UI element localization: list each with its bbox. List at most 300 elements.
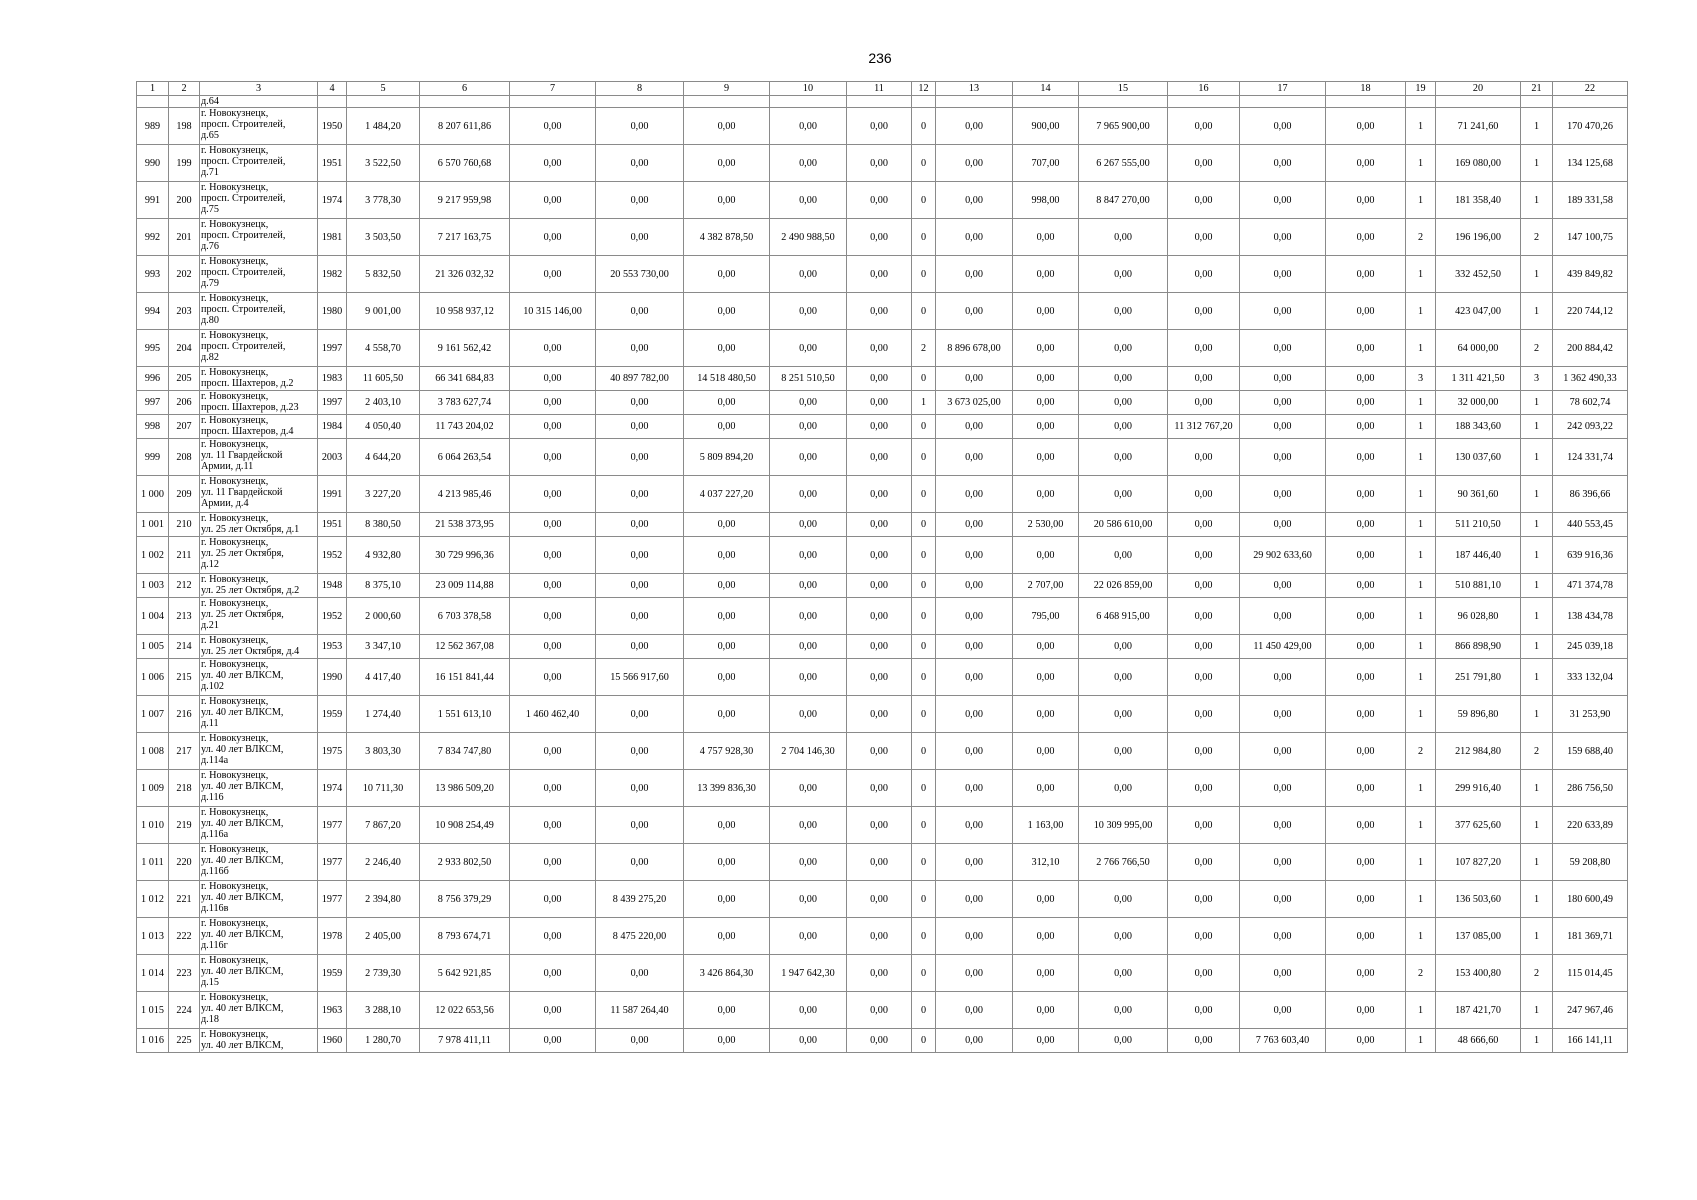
table-row — [137, 635, 1628, 659]
cell-col-11: 0,00 — [847, 770, 912, 807]
cell-col-1: 1 007 — [137, 696, 169, 733]
cell-col-12: 0 — [912, 598, 936, 635]
cell-col-10: 0,00 — [770, 881, 847, 918]
cell-col-8: 0,00 — [596, 635, 684, 659]
address-line: ул. 11 Гвардейской — [201, 450, 283, 462]
cell-col-8: 0,00 — [596, 293, 684, 330]
cell-col-5: 5 832,50 — [347, 256, 420, 293]
cell-col-11: 0,00 — [847, 537, 912, 574]
table-row — [137, 659, 1628, 696]
cell-col-6: 23 009 114,88 — [420, 574, 510, 598]
address-line: д.114а — [201, 755, 229, 767]
cell-col-7: 0,00 — [510, 182, 596, 219]
address-cell — [200, 439, 318, 476]
cell-col-5: 11 605,50 — [347, 367, 420, 391]
cell-col-1: 1 006 — [137, 659, 169, 696]
cell-col-12: 0 — [912, 807, 936, 844]
cell-col-15: 0,00 — [1079, 391, 1168, 415]
cell-col-8: 40 897 782,00 — [596, 367, 684, 391]
cell-col-16: 0,00 — [1168, 439, 1240, 476]
cell-col-17: 0,00 — [1240, 256, 1326, 293]
cell-col-14: 2 707,00 — [1013, 574, 1079, 598]
cell-col-8: 0,00 — [596, 330, 684, 367]
column-number-row — [137, 82, 1628, 96]
address-line: д.116 — [201, 792, 224, 804]
cell-col-6: 7 834 747,80 — [420, 733, 510, 770]
address-line: просп. Строителей, — [201, 119, 286, 131]
table-row — [137, 330, 1628, 367]
column-number-12: 12 — [912, 82, 936, 96]
cell-col-22: 166 141,11 — [1553, 1029, 1628, 1053]
address-cell — [200, 574, 318, 598]
cell-col-16: 0,00 — [1168, 293, 1240, 330]
cell-col-5: 3 288,10 — [347, 992, 420, 1029]
cell-col-13: 0,00 — [936, 108, 1013, 145]
cell-col-15: 0,00 — [1079, 733, 1168, 770]
cell-col-21: 2 — [1521, 955, 1553, 992]
cell-col-4: 1948 — [318, 574, 347, 598]
cell-col-9: 0,00 — [684, 881, 770, 918]
cell-col-18: 0,00 — [1326, 918, 1406, 955]
cell-col-12: 0 — [912, 415, 936, 439]
cell-col-2: 212 — [169, 574, 200, 598]
cell-col-10: 0,00 — [770, 145, 847, 182]
cell-col-15: 0,00 — [1079, 696, 1168, 733]
cell-col-7: 0,00 — [510, 513, 596, 537]
cell-col-4: 1981 — [318, 219, 347, 256]
cell-col-19: 1 — [1406, 992, 1436, 1029]
cell-col-6: 9 217 959,98 — [420, 182, 510, 219]
cell-col-16: 0,00 — [1168, 330, 1240, 367]
cell-col-9: 0,00 — [684, 635, 770, 659]
column-number-8: 8 — [596, 82, 684, 96]
cell-col-10: 0,00 — [770, 770, 847, 807]
cell-col-17: 0,00 — [1240, 182, 1326, 219]
cell-col-2: 222 — [169, 918, 200, 955]
cell-col-18: 0,00 — [1326, 182, 1406, 219]
table-row — [137, 918, 1628, 955]
cell-col-8: 0,00 — [596, 1029, 684, 1053]
cell-col-18: 0,00 — [1326, 881, 1406, 918]
cell-col-22: 242 093,22 — [1553, 415, 1628, 439]
cell-col-22: 181 369,71 — [1553, 918, 1628, 955]
cell-col-6: 2 933 802,50 — [420, 844, 510, 881]
cell-col-20: 510 881,10 — [1436, 574, 1521, 598]
address-line: г. Новокузнецк, — [201, 992, 269, 1004]
column-number-3: 3 — [200, 82, 318, 96]
cell-col-18: 0,00 — [1326, 367, 1406, 391]
cell-col-22: 439 849,82 — [1553, 256, 1628, 293]
cell-col-6: 3 783 627,74 — [420, 391, 510, 415]
cell-col-7: 0,00 — [510, 219, 596, 256]
cell-col-7: 0,00 — [510, 992, 596, 1029]
cell-col-11: 0,00 — [847, 696, 912, 733]
cell-col-21: 1 — [1521, 598, 1553, 635]
cell-col-9: 0,00 — [684, 513, 770, 537]
cell-col-13: 0,00 — [936, 635, 1013, 659]
cell-col-15: 0,00 — [1079, 537, 1168, 574]
cell-col-7: 10 315 146,00 — [510, 293, 596, 330]
cell-col-14: 0,00 — [1013, 1029, 1079, 1053]
cell-col-10: 0,00 — [770, 992, 847, 1029]
cell-col-16: 0,00 — [1168, 537, 1240, 574]
table-row — [137, 439, 1628, 476]
cell-col-2: 208 — [169, 439, 200, 476]
address-line: д.11 — [201, 718, 219, 730]
column-number-18: 18 — [1326, 82, 1406, 96]
column-number-5: 5 — [347, 82, 420, 96]
cell-col-9: 0,00 — [684, 844, 770, 881]
address-line: д.15 — [201, 977, 219, 989]
cell-col-22: 1 362 490,33 — [1553, 367, 1628, 391]
cell-col-14: 0,00 — [1013, 415, 1079, 439]
cell-col-13: 0,00 — [936, 807, 1013, 844]
cell-col-20: 332 452,50 — [1436, 256, 1521, 293]
cell-col-10: 0,00 — [770, 696, 847, 733]
cell-col-12: 0 — [912, 881, 936, 918]
cell-col-21: 1 — [1521, 145, 1553, 182]
cell-col-6: 8 756 379,29 — [420, 881, 510, 918]
cell-col-14: 0,00 — [1013, 256, 1079, 293]
cell-col-19: 1 — [1406, 635, 1436, 659]
cell-col-1: 1 005 — [137, 635, 169, 659]
cell-col-19: 2 — [1406, 219, 1436, 256]
cell-col-2: 220 — [169, 844, 200, 881]
cell-col-16: 0,00 — [1168, 145, 1240, 182]
cell-col-18: 0,00 — [1326, 108, 1406, 145]
cell-col-22: 333 132,04 — [1553, 659, 1628, 696]
cell-col-5: 1 274,40 — [347, 696, 420, 733]
cell-col-4: 1950 — [318, 108, 347, 145]
cell-col-4: 1978 — [318, 918, 347, 955]
table-row — [137, 770, 1628, 807]
cell-col-6: 10 958 937,12 — [420, 293, 510, 330]
cell-col-8: 20 553 730,00 — [596, 256, 684, 293]
cell-col-1: 1 009 — [137, 770, 169, 807]
cell-col-11: 0,00 — [847, 219, 912, 256]
cell-col-19: 1 — [1406, 881, 1436, 918]
cell-col-16: 0,00 — [1168, 770, 1240, 807]
column-number-10: 10 — [770, 82, 847, 96]
cell-col-14: 0,00 — [1013, 733, 1079, 770]
cell-col-16: 11 312 767,20 — [1168, 415, 1240, 439]
address-line: г. Новокузнецк, — [201, 955, 269, 967]
cell-col-8: 0,00 — [596, 219, 684, 256]
cell-col-2: 211 — [169, 537, 200, 574]
address-cell — [200, 733, 318, 770]
cell-col-18: 0,00 — [1326, 574, 1406, 598]
cell-col-4: 1963 — [318, 992, 347, 1029]
address-cell — [200, 108, 318, 145]
cell-col-18: 0,00 — [1326, 770, 1406, 807]
address-cell — [200, 918, 318, 955]
column-number-9: 9 — [684, 82, 770, 96]
address-cell — [200, 415, 318, 439]
cell-col-13: 0,00 — [936, 219, 1013, 256]
cell-col-18: 0,00 — [1326, 145, 1406, 182]
address-line: просп. Шахтеров, д.4 — [201, 426, 294, 438]
cell-col-14: 0,00 — [1013, 696, 1079, 733]
address-line: ул. 25 лет Октября, д.1 — [201, 524, 300, 536]
cell-col-9: 5 809 894,20 — [684, 439, 770, 476]
cell-col-16: 0,00 — [1168, 844, 1240, 881]
cell-col-16: 0,00 — [1168, 367, 1240, 391]
cell-col-14: 0,00 — [1013, 770, 1079, 807]
cell-col-6: 12 022 653,56 — [420, 992, 510, 1029]
cell-col-12: 0 — [912, 108, 936, 145]
cell-col-21: 1 — [1521, 574, 1553, 598]
address-cell — [200, 770, 318, 807]
cell-col-4: 1991 — [318, 476, 347, 513]
cell-col-5: 4 050,40 — [347, 415, 420, 439]
cell-col-5: 3 803,30 — [347, 733, 420, 770]
cell-col-4: 1959 — [318, 955, 347, 992]
address-line: просп. Шахтеров, д.2 — [201, 378, 294, 390]
cell-col-6: 13 986 509,20 — [420, 770, 510, 807]
cell-col-2: 218 — [169, 770, 200, 807]
cell-col-4: 1960 — [318, 1029, 347, 1053]
cell-col-1: 1 011 — [137, 844, 169, 881]
cell-col-20: 169 080,00 — [1436, 145, 1521, 182]
cell-col-7: 0,00 — [510, 1029, 596, 1053]
address-cell — [200, 807, 318, 844]
cell-col-22: 180 600,49 — [1553, 881, 1628, 918]
cell-col-9: 0,00 — [684, 1029, 770, 1053]
table-row — [137, 1029, 1628, 1053]
cell-col-9: 14 518 480,50 — [684, 367, 770, 391]
address-line: ул. 25 лет Октября, — [201, 548, 284, 560]
cell-col-8: 0,00 — [596, 476, 684, 513]
cell-col-2: 202 — [169, 256, 200, 293]
cell-col-15: 6 267 555,00 — [1079, 145, 1168, 182]
column-number-14: 14 — [1013, 82, 1079, 96]
address-line: ул. 40 лет ВЛКСМ, — [201, 670, 284, 682]
cell-col-2: 206 — [169, 391, 200, 415]
cell-col-10: 1 947 642,30 — [770, 955, 847, 992]
cell-col-8: 0,00 — [596, 574, 684, 598]
cell-col-13: 0,00 — [936, 439, 1013, 476]
cell-col-19: 1 — [1406, 574, 1436, 598]
cell-col-20: 71 241,60 — [1436, 108, 1521, 145]
cell-col-5: 1 280,70 — [347, 1029, 420, 1053]
cell-col-11: 0,00 — [847, 108, 912, 145]
address-line: г. Новокузнецк, — [201, 293, 269, 305]
cell-col-8: 0,00 — [596, 145, 684, 182]
cell-col-15: 0,00 — [1079, 918, 1168, 955]
column-number-6: 6 — [420, 82, 510, 96]
cell-col-16: 0,00 — [1168, 992, 1240, 1029]
address-line: г. Новокузнецк, — [201, 513, 269, 525]
address-cell — [200, 537, 318, 574]
cell-col-17: 0,00 — [1240, 574, 1326, 598]
address-line: просп. Строителей, — [201, 193, 286, 205]
cell-col-2: 216 — [169, 696, 200, 733]
cell-col-20: 1 311 421,50 — [1436, 367, 1521, 391]
cell-col-19: 1 — [1406, 293, 1436, 330]
address-line: Армии, д.11 — [201, 461, 254, 473]
cell-col-8: 0,00 — [596, 513, 684, 537]
cell-col-10: 0,00 — [770, 537, 847, 574]
address-line: г. Новокузнецк, — [201, 659, 269, 671]
cell-col-8: 15 566 917,60 — [596, 659, 684, 696]
cell-col-22: 170 470,26 — [1553, 108, 1628, 145]
cell-col-22: 220 633,89 — [1553, 807, 1628, 844]
cell-col-11: 0,00 — [847, 415, 912, 439]
cell-col-7: 0,00 — [510, 330, 596, 367]
cell-col-11: 0,00 — [847, 330, 912, 367]
cell-col-21: 1 — [1521, 770, 1553, 807]
cell-col-18: 0,00 — [1326, 293, 1406, 330]
address-line: просп. Строителей, — [201, 341, 286, 353]
address-line: г. Новокузнецк, — [201, 182, 269, 194]
cell-col-4: 1974 — [318, 770, 347, 807]
cell-col-21: 1 — [1521, 293, 1553, 330]
cell-col-18: 0,00 — [1326, 219, 1406, 256]
address-line: г. Новокузнецк, — [201, 476, 269, 488]
cell-col-9: 0,00 — [684, 659, 770, 696]
cell-col-1: 1 016 — [137, 1029, 169, 1053]
cell-col-8: 0,00 — [596, 844, 684, 881]
cell-col-6: 8 793 674,71 — [420, 918, 510, 955]
address-line: г. Новокузнецк, — [201, 391, 269, 403]
cell-col-20: 32 000,00 — [1436, 391, 1521, 415]
cell-col-4: 2003 — [318, 439, 347, 476]
address-line: ул. 40 лет ВЛКСМ, — [201, 818, 284, 830]
cell-col-9: 0,00 — [684, 918, 770, 955]
cell-col-17: 0,00 — [1240, 659, 1326, 696]
cell-col-11: 0,00 — [847, 293, 912, 330]
cell-col-4: 1977 — [318, 807, 347, 844]
cell-col-2: 210 — [169, 513, 200, 537]
cell-col-19: 1 — [1406, 659, 1436, 696]
table-row — [137, 807, 1628, 844]
cell-col-4: 1952 — [318, 537, 347, 574]
cell-col-1: 993 — [137, 256, 169, 293]
address-cell — [200, 367, 318, 391]
address-cell — [200, 659, 318, 696]
cell-col-16: 0,00 — [1168, 955, 1240, 992]
column-number-4: 4 — [318, 82, 347, 96]
address-cell — [200, 992, 318, 1029]
cell-col-21: 1 — [1521, 415, 1553, 439]
address-line: г. Новокузнецк, — [201, 439, 269, 451]
cell-col-4: 1997 — [318, 330, 347, 367]
cell-col-20: 299 916,40 — [1436, 770, 1521, 807]
cell-col-15: 22 026 859,00 — [1079, 574, 1168, 598]
cell-col-9: 4 757 928,30 — [684, 733, 770, 770]
cell-col-6: 7 217 163,75 — [420, 219, 510, 256]
table-row — [137, 293, 1628, 330]
cell-col-8: 0,00 — [596, 415, 684, 439]
cell-col-12: 0 — [912, 918, 936, 955]
cell-col-22: 59 208,80 — [1553, 844, 1628, 881]
cell-col-16: 0,00 — [1168, 256, 1240, 293]
address-line: ул. 40 лет ВЛКСМ, — [201, 892, 284, 904]
cell-col-16: 0,00 — [1168, 182, 1240, 219]
cell-col-11: 0,00 — [847, 439, 912, 476]
register-table — [136, 81, 1628, 1053]
cell-col-10: 0,00 — [770, 391, 847, 415]
cell-col-9: 0,00 — [684, 256, 770, 293]
cell-col-17: 0,00 — [1240, 415, 1326, 439]
cell-col-2: 209 — [169, 476, 200, 513]
cell-col-2: 221 — [169, 881, 200, 918]
cell-col-15: 6 468 915,00 — [1079, 598, 1168, 635]
cell-col-18: 0,00 — [1326, 537, 1406, 574]
cell-col-12: 0 — [912, 476, 936, 513]
cell-col-16: 0,00 — [1168, 513, 1240, 537]
cell-col-17: 0,00 — [1240, 733, 1326, 770]
cell-col-17: 7 763 603,40 — [1240, 1029, 1326, 1053]
cell-col-19: 2 — [1406, 955, 1436, 992]
cell-col-12: 0 — [912, 574, 936, 598]
address-line: г. Новокузнецк, — [201, 696, 269, 708]
cell-col-19: 1 — [1406, 330, 1436, 367]
cell-col-20: 153 400,80 — [1436, 955, 1521, 992]
cell-col-11: 0,00 — [847, 574, 912, 598]
cell-col-6: 5 642 921,85 — [420, 955, 510, 992]
cell-col-1: 1 008 — [137, 733, 169, 770]
address-line: г. Новокузнецк, — [201, 881, 269, 893]
cell-col-10: 8 251 510,50 — [770, 367, 847, 391]
cell-col-1: 998 — [137, 415, 169, 439]
column-number-15: 15 — [1079, 82, 1168, 96]
address-cell — [200, 219, 318, 256]
cell-col-19: 1 — [1406, 182, 1436, 219]
cell-col-15: 7 965 900,00 — [1079, 108, 1168, 145]
cell-col-22: 639 916,36 — [1553, 537, 1628, 574]
address-line: г. Новокузнецк, — [201, 537, 269, 549]
address-line: д.116в — [201, 903, 229, 915]
address-line: просп. Строителей, — [201, 267, 286, 279]
cell-col-9: 0,00 — [684, 415, 770, 439]
cell-col-7: 0,00 — [510, 770, 596, 807]
cell-col-7: 0,00 — [510, 537, 596, 574]
cell-col-8: 0,00 — [596, 807, 684, 844]
cell-col-6: 9 161 562,42 — [420, 330, 510, 367]
cell-col-22: 86 396,66 — [1553, 476, 1628, 513]
cell-col-16: 0,00 — [1168, 881, 1240, 918]
column-number-16: 16 — [1168, 82, 1240, 96]
cell-col-19: 1 — [1406, 696, 1436, 733]
cell-col-15: 0,00 — [1079, 476, 1168, 513]
cell-col-10: 0,00 — [770, 635, 847, 659]
cell-col-11: 0,00 — [847, 182, 912, 219]
cell-col-18: 0,00 — [1326, 330, 1406, 367]
address-line: просп. Строителей, — [201, 304, 286, 316]
cell-col-11: 0,00 — [847, 476, 912, 513]
cell-col-9: 4 037 227,20 — [684, 476, 770, 513]
cell-col-20: 251 791,80 — [1436, 659, 1521, 696]
cell-col-15: 2 766 766,50 — [1079, 844, 1168, 881]
cell-col-17: 0,00 — [1240, 844, 1326, 881]
cell-col-20: 96 028,80 — [1436, 598, 1521, 635]
cell-col-13: 0,00 — [936, 696, 1013, 733]
cell-col-20: 64 000,00 — [1436, 330, 1521, 367]
cell-col-12: 0 — [912, 293, 936, 330]
cell-col-16: 0,00 — [1168, 391, 1240, 415]
cell-col-18: 0,00 — [1326, 1029, 1406, 1053]
cell-col-13: 0,00 — [936, 881, 1013, 918]
cell-col-9: 4 382 878,50 — [684, 219, 770, 256]
table-row — [137, 476, 1628, 513]
cell-col-13: 0,00 — [936, 574, 1013, 598]
cell-col-14: 0,00 — [1013, 659, 1079, 696]
address-line: г. Новокузнецк, — [201, 256, 269, 268]
cell-col-14: 0,00 — [1013, 881, 1079, 918]
cell-col-12: 0 — [912, 696, 936, 733]
cell-col-13: 0,00 — [936, 256, 1013, 293]
